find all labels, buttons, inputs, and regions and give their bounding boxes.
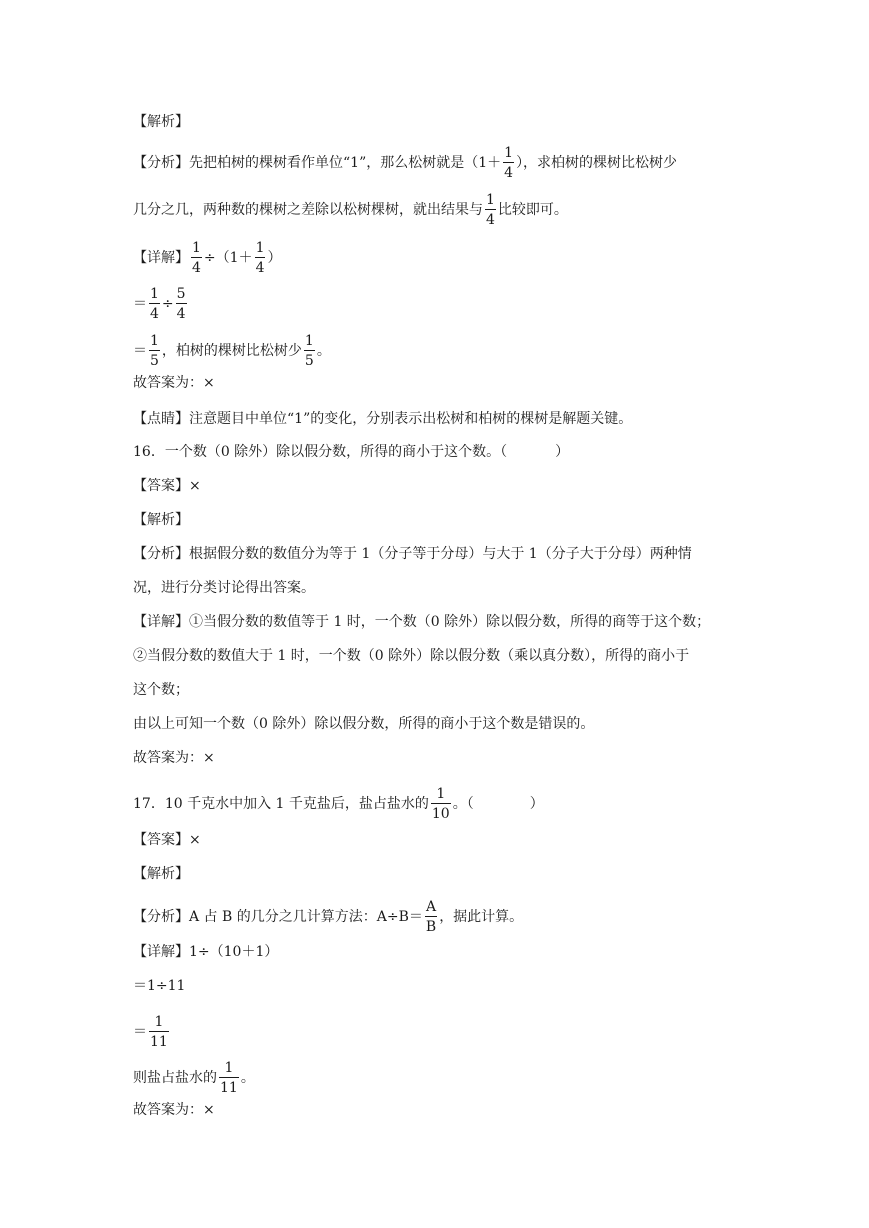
solution-step1: 【详解】 $\frac{1}{4}$ ÷（1＋ $\frac{1}{4}$ ） — [133, 240, 282, 276]
solution-17-step3: ＝ $\frac{1}{11}$ — [133, 1014, 168, 1050]
fraction-one-quarter: $\frac{1}{4}$ — [504, 145, 514, 181]
answer-line-17: 故答案为：× — [133, 1102, 215, 1118]
key-point-15: 【点睛】注意题目中单位“1”的变化，分别表示出松树和柏树的棵树是解题关键。 — [133, 411, 633, 427]
answer-line-16: 故答案为：× — [133, 750, 215, 766]
heading-analysis: 【解析】 — [133, 114, 189, 130]
question-17: 17．10 千克水中加入 1 千克盐后，盐占盐水的 $\frac{1}{10}$ 。（ ） — [133, 786, 544, 822]
analysis-16-line2: 况，进行分类讨论得出答案。 — [133, 580, 315, 596]
fraction-one-eleventh: $\frac{1}{11}$ — [150, 1014, 168, 1050]
question-16: 16．一个数（0 除外）除以假分数，所得的商小于这个数。（ ） — [133, 444, 570, 460]
fraction-one-eleventh: $\frac{1}{11}$ — [220, 1060, 238, 1096]
fraction-a-over-b: $\frac{A}{B}$ — [425, 899, 437, 935]
fraction-one-fifth: $\frac{1}{5}$ — [150, 333, 159, 369]
heading-analysis-17: 【解析】 — [133, 866, 189, 882]
solution-16-line4: 由以上可知一个数（0 除外）除以假分数，所得的商小于这个数是错误的。 — [133, 716, 595, 732]
solution-16-line1: 【详解】①当假分数的数值等于 1 时，一个数（0 除外）除以假分数，所得的商等于这个数； — [133, 614, 711, 630]
fraction-one-quarter: $\frac{1}{4}$ — [255, 240, 265, 276]
analysis-paragraph-line2: 几分之几，两种数的棵树之差除以松树棵树，就出结果与 $\frac{1}{4}$ 比较即可。 — [133, 192, 568, 228]
solution-17-step2: ＝1÷11 — [133, 978, 186, 994]
fraction-five-quarters: $\frac{5}{4}$ — [176, 286, 186, 322]
fraction-one-quarter: $\frac{1}{4}$ — [192, 240, 201, 276]
fraction-one-quarter: $\frac{1}{4}$ — [150, 286, 159, 322]
answer-label-16: 【答案】× — [133, 478, 201, 494]
analysis-17: 【分析】A 占 B 的几分之几计算方法：A÷B＝ $\frac{A}{B}$ ，据此计算。 — [133, 899, 524, 935]
solution-17-step1: 【详解】1÷（10＋1） — [133, 944, 279, 960]
answer-label-17: 【答案】× — [133, 832, 201, 848]
solution-16-line3: 这个数； — [133, 682, 189, 698]
solution-17-conclusion: 则盐占盐水的 $\frac{1}{11}$ 。 — [133, 1060, 255, 1096]
fraction-one-fifth: $\frac{1}{5}$ — [304, 333, 314, 369]
solution-16-line2: ②当假分数的数值大于 1 时，一个数（0 除外）除以假分数（乘以真分数），所得的商小于 — [133, 648, 690, 664]
solution-step3: ＝ $\frac{1}{5}$ ，柏树的棵树比松树少 $\frac{1}{5}$ 。 — [133, 333, 331, 369]
fraction-one-quarter: $\frac{1}{4}$ — [486, 192, 495, 228]
analysis-16-line1: 【分析】根据假分数的数值分为等于 1（分子等于分母）与大于 1（分子大于分母）两种情 — [133, 546, 692, 562]
answer-line-15: 故答案为：× — [133, 375, 215, 391]
analysis-paragraph-line1: 【分析】先把柏树的棵树看作单位“1”，那么松树就是（1＋ $\frac{1}{4}$ ），求柏树的棵树比松树少 — [133, 145, 678, 181]
solution-step2: ＝ $\frac{1}{4}$ ÷ $\frac{5}{4}$ — [133, 286, 186, 322]
fraction-one-tenth: $\frac{1}{10}$ — [431, 786, 450, 822]
heading-analysis-16: 【解析】 — [133, 512, 189, 528]
